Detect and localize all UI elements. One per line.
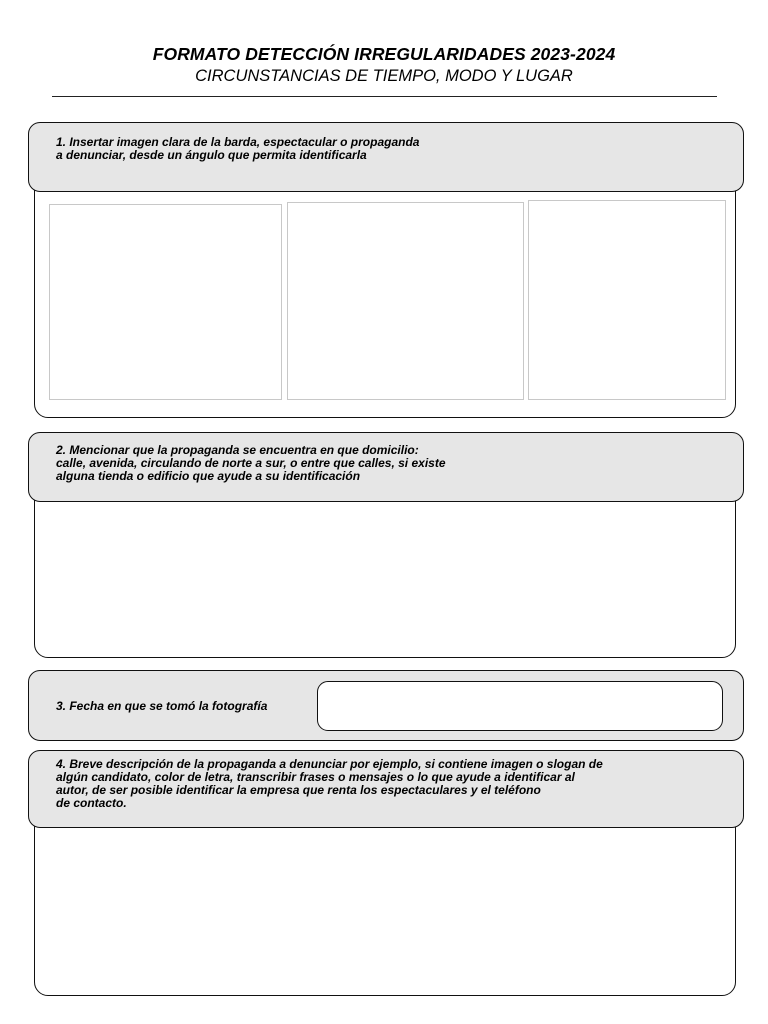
- photo-date-input[interactable]: [317, 681, 723, 731]
- section-3-label: 3. Fecha en que se tomó la fotografía: [56, 699, 268, 713]
- page-subtitle: CIRCUNSTANCIAS DE TIEMPO, MODO Y LUGAR: [195, 67, 573, 85]
- page-title: FORMATO DETECCIÓN IRREGULARIDADES 2023-2024: [152, 44, 616, 64]
- section-4-label: 4. Breve descripción de la propaganda a denunciar por ejemplo, si contiene imagen o slogan de algún candidato, color de letra, transcribir frases o mensajes o lo que ayude a identificar al autor, de ser posible identificar la empresa que renta los espectaculares y el teléfono de contacto.: [56, 757, 603, 810]
- section-2-address-field[interactable]: [34, 476, 736, 658]
- header-divider: [52, 96, 717, 97]
- image-slot-3[interactable]: [528, 200, 726, 400]
- image-slot-2[interactable]: [287, 202, 524, 400]
- section-4-description-field[interactable]: [34, 800, 736, 996]
- section-1-label: 1. Insertar imagen clara de la barda, espectacular o propaganda a denunciar, desde un ángulo que permita identificarla: [56, 135, 420, 162]
- image-slot-1[interactable]: [49, 204, 282, 400]
- section-2-label: 2. Mencionar que la propaganda se encuentra en que domicilio: calle, avenida, circulando de norte a sur, o entre que calles, si existe alguna tienda o edificio que ayude a su identificación: [56, 443, 446, 483]
